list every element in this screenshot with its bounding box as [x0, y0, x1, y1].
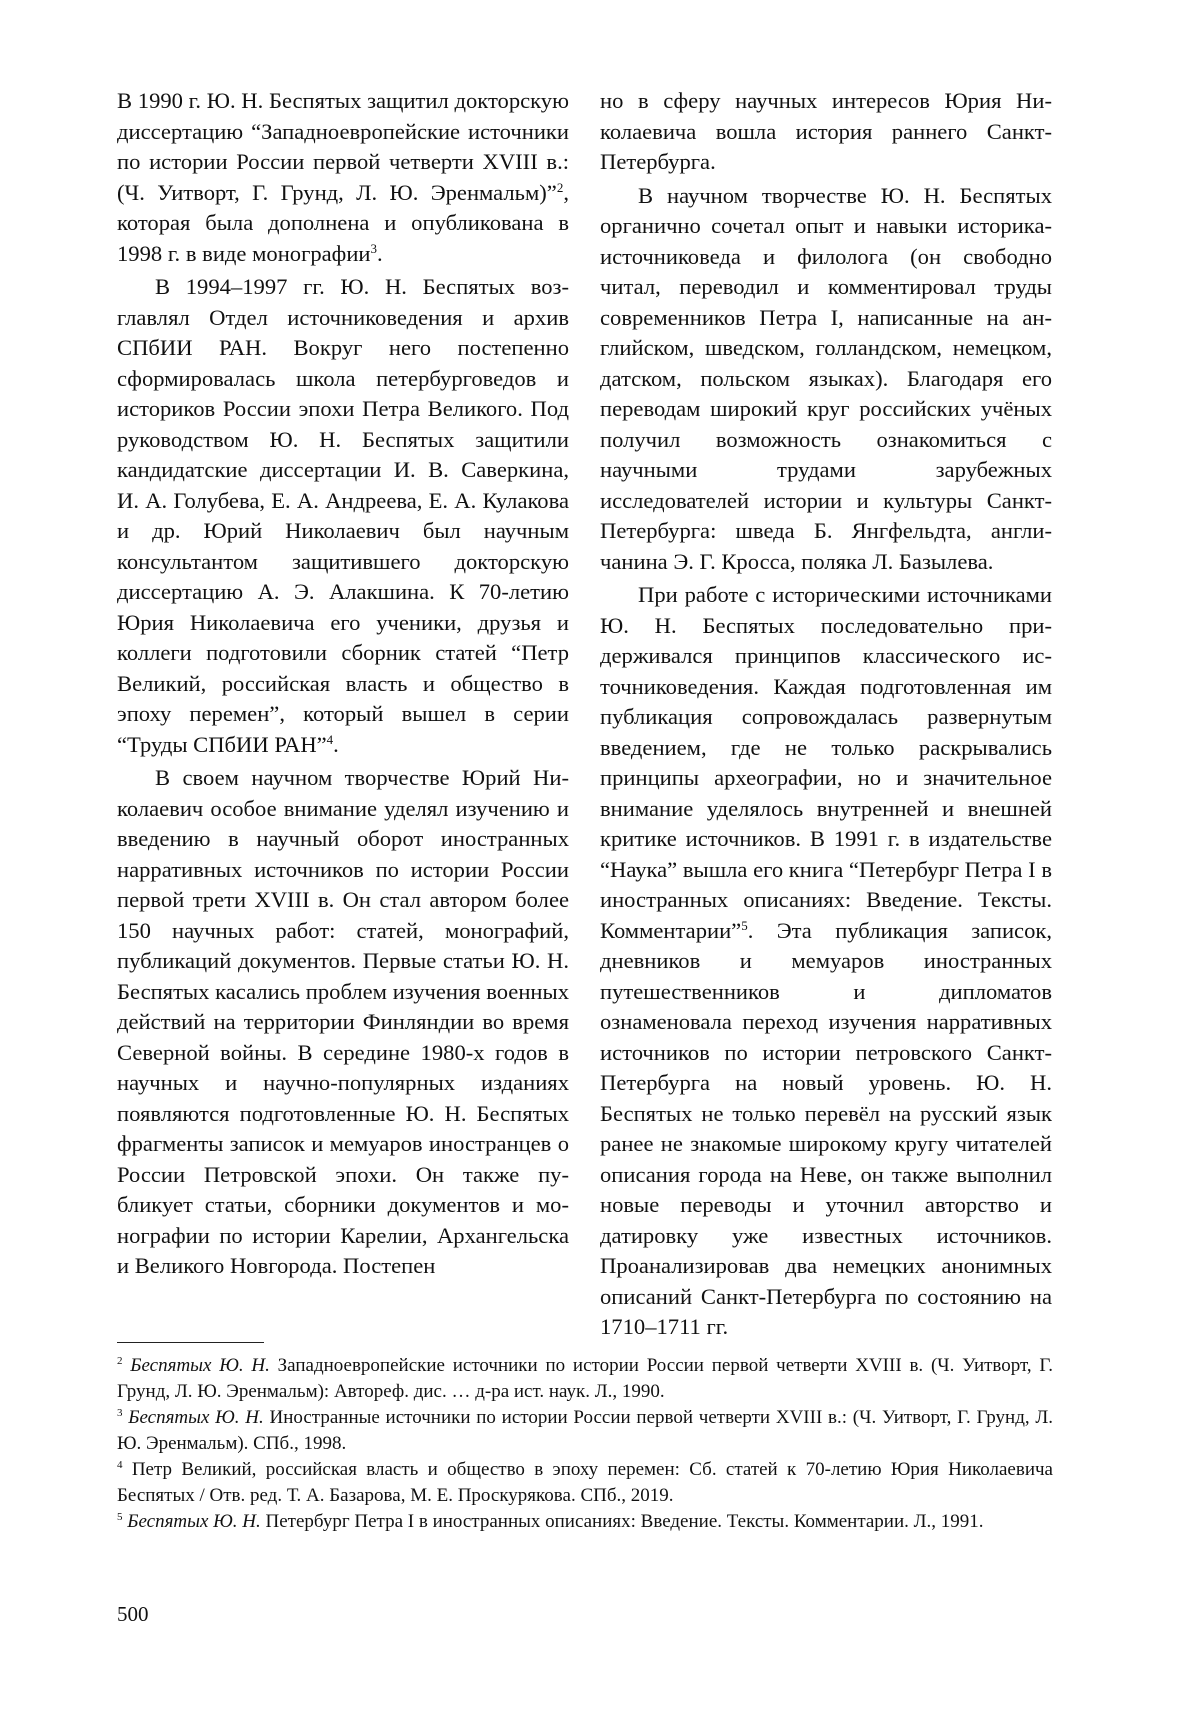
- left-column: [117, 86, 569, 1282]
- footnote-ref-5: 5: [741, 917, 748, 933]
- right-column: [600, 86, 1052, 1343]
- footnotes: [117, 1353, 1053, 1535]
- paragraph-source-studies: При работе с историческими источниками Ю. Н. Беспятых последовательно придерживался принципов классического источниковедения. Каждая подготовленная им публикация сопровождалась развернутым введением, где не только раскрывались принципы археографии, но и значительное внимание уделялось внутренней и внешней критике источников. В 1991 г. в издательстве “Наука” вышла его книга “Петербург Петра I в иностранных описаниях: Введение. Тексты. Комментарии”$^5$. Эта публикация записок, дневников и мемуаров иностранных путешественников и дипломатов ознаменовала переход изучения нарративных источников по истории петровского Санкт-Петербурга на новый уровень. Ю. Н. Беспятых не только перевёл на русский язык ранее не знакомые широкому кругу читателей описания города на Неве, он также выполнил новые переводы и уточнил авторство и датировку уже известных источников. Проанализировав два немецких анонимных описаний Санкт-Петербурга по состоянию на 1710–1711 гг.: [600, 582, 1052, 1339]
- paragraph-scientific-work: В своем научном творчестве Юрий Николаевич особое внимание уделял изучению и введению в научный оборот иностранных нарративных источников по истории России первой трети XVIII в. Он стал автором более 150 научных работ: статей, монографий, публикаций документов. Первые статьи Ю. Н. Беспятых касались проблем изучения военных действий на территории Финляндии во время Северной войны. В середине 1980-х годов в научных и научно-популярных изданиях появляются подготовленные Ю. Н. Беспятых фрагменты записок и мемуаров иностранцев о России Петровской эпохи. Он также публикует статьи, сборники документов и монографии по истории Карелии, Архангельска и Великого Новгорода. Постепен: [117, 765, 569, 1278]
- footnote-ref-4: 4: [326, 731, 334, 747]
- footnote-ref-2: 2: [556, 179, 564, 195]
- page-number: 500: [117, 1602, 149, 1626]
- footnote-separator: [117, 1342, 264, 1343]
- paragraph-continuation: но в сферу научных интересов Юрия Николаевича вошла история раннего Санкт-Петербурга.: [600, 88, 1052, 174]
- footnote-5: $^5$ Беспятых Ю. Н. Петербург Петра I в иностранных описаниях: Введение. Тексты. Комментарии. Л., 1991.: [117, 1511, 984, 1532]
- paragraph-department-head: В 1994–1997 гг. Ю. Н. Беспятых возглавлял Отдел источниковедения и архив СПбИИ РАН. Вокруг него постепенно сформировалась школа петербурговедов и историков России эпохи Петра Великого. Под руководством Ю. Н. Беспятых защитили кандидатские диссертации И. В. Саверкина, И. А. Голубева, Е. А. Андреева, Е. А. Кулакова и др. Юрий Николаевич был научным консультантом защитившего докторскую диссертацию А. Э. Алакшина. К 70-летию Юрия Николаевича его ученики, друзья и коллеги подготовили сборник статей “Петр Великий, российская власть и общество в эпоху перемен”, который вышел в серии “Труды СПбИИ РАН”$^4$.: [117, 274, 569, 757]
- footnote-4: $^4$ Петр Великий, российская власть и общество в эпоху перемен: Сб. статей к 70-летию Юрия Николаевича Беспятых / Отв. ред. Т. А. Базарова, М. Е. Проскурякова. СПб., 2019.: [117, 1459, 1053, 1506]
- footnote-ref-3: 3: [370, 240, 377, 256]
- footnote-2: $^2$ Беспятых Ю. Н. Западноевропейские источники по истории России первой четверти XVIII в. (Ч. Уитворт, Г. Грунд, Л. Ю. Эренмальм): Автореф. дис. … д-ра ист. наук. Л., 1990.: [117, 1355, 1054, 1402]
- paragraph-doctoral-thesis: В 1990 г. Ю. Н. Беспятых защитил докторскую диссертацию “Западноевропейские источники по истории России первой четверти XVIII в.: (Ч. Уитворт, Г. Грунд, Л. Ю. Эренмальм)”$^2$, которая была дополнена и опубликована в 1998 г. в виде монографии$^3$.: [117, 88, 569, 266]
- footnote-3: $^3$ Беспятых Ю. Н. Иностранные источники по истории России первой четверти XVIII в.: (Ч. Уитворт, Г. Грунд, Л. Ю. Эренмальм). СПб., 1998.: [117, 1407, 1054, 1454]
- paragraph-translations: В научном творчестве Ю. Н. Беспятых органично сочетал опыт и навыки историка-источниковеда и филолога (он свободно читал, переводил и комментировал труды современников Петра I, написанные на английском, шведском, голландском, немецком, датском, польском языках). Благодаря его переводам широкий круг российских учёных получил возможность ознакомиться с научными трудами зарубежных исследователей истории и культуры Санкт-Петербурга: шведа Б. Янгфельдта, англичанина Э. Г. Кросса, поляка Л. Базылева.: [600, 182, 1052, 574]
